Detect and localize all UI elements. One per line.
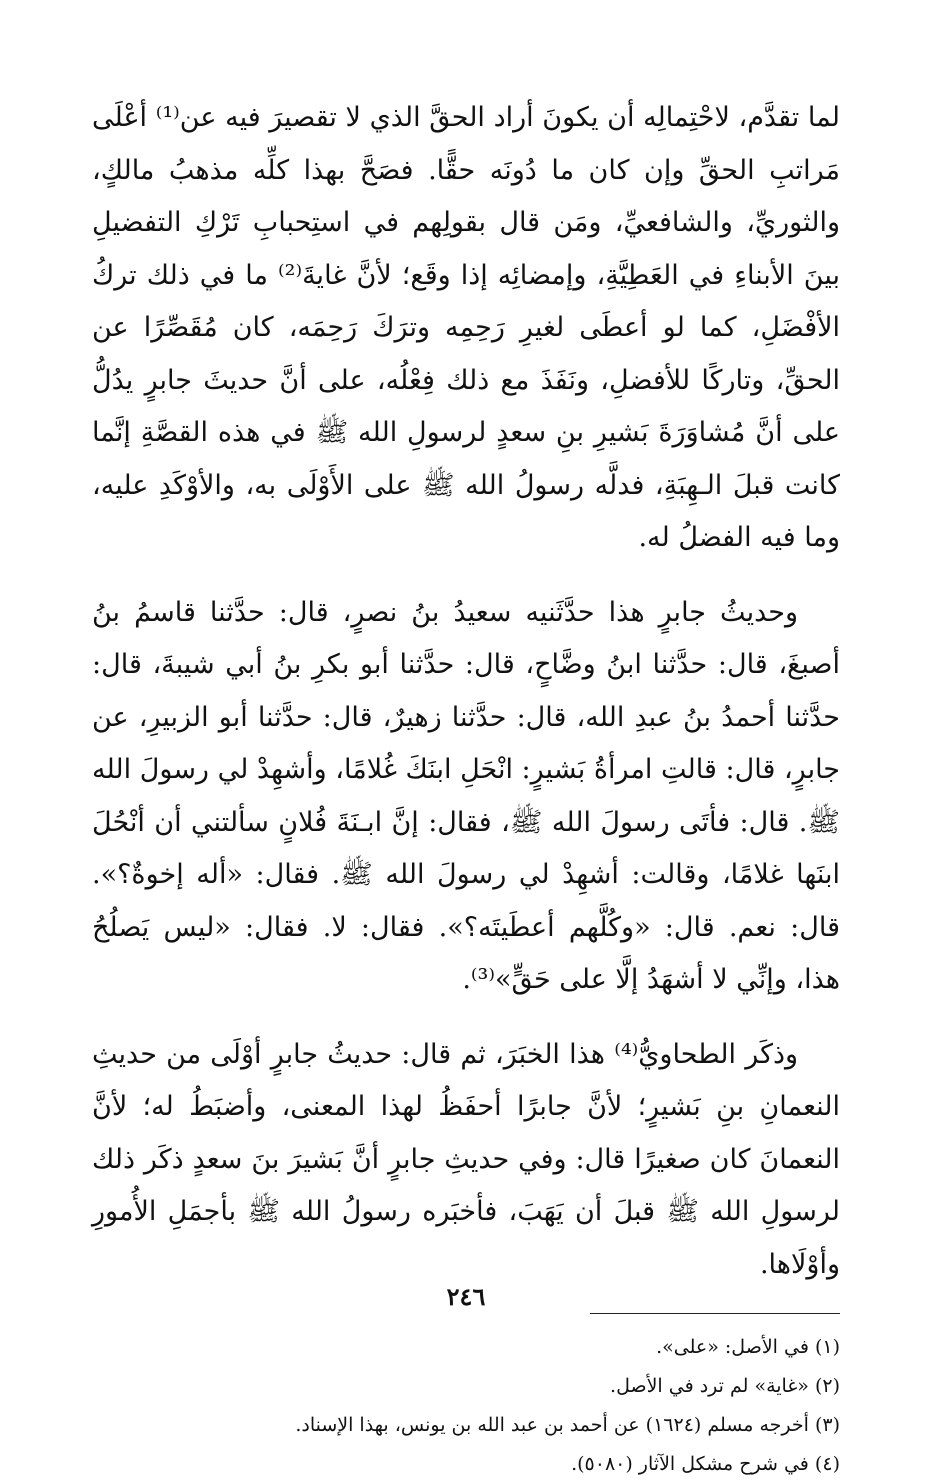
footnote-3: (٣) أخرجه مسلم (١٦٢٤) عن أحمد بن عبد الله بن يونس، بهذا الإسناد. xyxy=(295,1414,840,1436)
footnote-1: (١) في الأصل: «على». xyxy=(656,1336,840,1358)
footnote-divider xyxy=(590,1313,840,1314)
paragraph-2: وحديثُ جابرٍ هذا حدَّثَنيه سعيدُ بنُ نصرٍ، قال: حدَّثنا قاسمُ بنُ أصبغَ، قال: حدَّثنا ابنُ وضَّاحٍ، قال: حدَّثنا أبو بكرِ بنُ أبي شيبةَ، قال: حدَّثنا أحمدُ بنُ عبدِ الله، قال: حدَّثنا زهيرٌ، قال: حدَّثنا أبو الزبيرِ، عن جابرٍ، قال: قالتِ امرأةُ بَشيرٍ: انْحَلِ ابنَكَ غُلامًا، وأشهِدْ لي رسولَ الله ﷺ. قال: فأتَى رسولَ الله ﷺ، فقال: إنَّ ابـنَةَ فُلانٍ سألتني أن أنْحُلَ ابنَها غلامًا، وقالت: أشهِدْ لي رسولَ الله ﷺ. فقال: «أله إخوةٌ؟». قال: نعم. قال: «وكُلَّهم أعطَيتَه؟». فقال: لا. فقال: «ليس يَصلُحُ هذا، وإنِّي لا أشهَدُ إلَّا على حَقٍّ»⁽³⁾. xyxy=(92,596,840,995)
main-text xyxy=(92,92,840,1291)
footnotes-list xyxy=(92,1328,840,1484)
paragraph-1: لما تقدَّم، لاحْتِمالِه أن يكونَ أراد الحقَّ الذي لا تقصيرَ فيه عن⁽¹⁾ أعْلَى مَراتبِ الحقِّ وإن كان ما دُونَه حقًّا. فصَحَّ بهذا كلِّه مذهبُ مالكٍ، والثوريِّ، والشافعيِّ، ومَن قال بقولِهم في استِحبابِ تَرْكِ التفضيلِ بينَ الأبناءِ في العَطِيَّةِ، وإمضائِه إذا وقَع؛ لأنَّ غايةَ⁽²⁾ ما في ذلك تركُ الأفْضَلِ، كما لو أعطَى لغيرِ رَحِمِه وترَكَ رَحِمَه، كان مُقَصِّرًا عن الحقِّ، وتاركًا للأفضلِ، ونَفَذَ مع ذلك فِعْلُه، على أنَّ حديثَ جابرٍ يدُلُّ على أنَّ مُشاوَرَةَ بَشيرِ بنِ سعدٍ لرسولِ الله ﷺ في هذه القصَّةِ إنَّما كانت قبلَ الـهِبَةِ، فدلَّه رسولُ الله ﷺ على الأَوْلَى به، والأوْكَدِ عليه، وما فيه الفضلُ له. xyxy=(92,102,840,553)
paragraph-3: وذكَر الطحاويُّ⁽⁴⁾ هذا الخبَرَ، ثم قال: حديثُ جابرٍ أوْلَى من حديثِ النعمانِ بنِ بَشيرٍ؛ لأنَّ جابرًا أحفَظُ لهذا المعنى، وأضبَطُ له؛ لأنَّ النعمانَ كان صغيرًا قال: وفي حديثِ جابرٍ أنَّ بَشيرَ بنَ سعدٍ ذكَر ذلك لرسولِ الله ﷺ قبلَ أن يَهَبَ، فأخبَره رسولُ الله ﷺ بأجمَلِ الأُمورِ وأوْلَاها. xyxy=(92,1038,840,1280)
footnote-2: (٢) «غاية» لم ترد في الأصل. xyxy=(610,1375,840,1397)
footnote-4: (٤) في شرح مشكل الآثار (٥٠٨٠). xyxy=(571,1453,840,1475)
page-number: ٢٤٦ xyxy=(446,1282,486,1311)
